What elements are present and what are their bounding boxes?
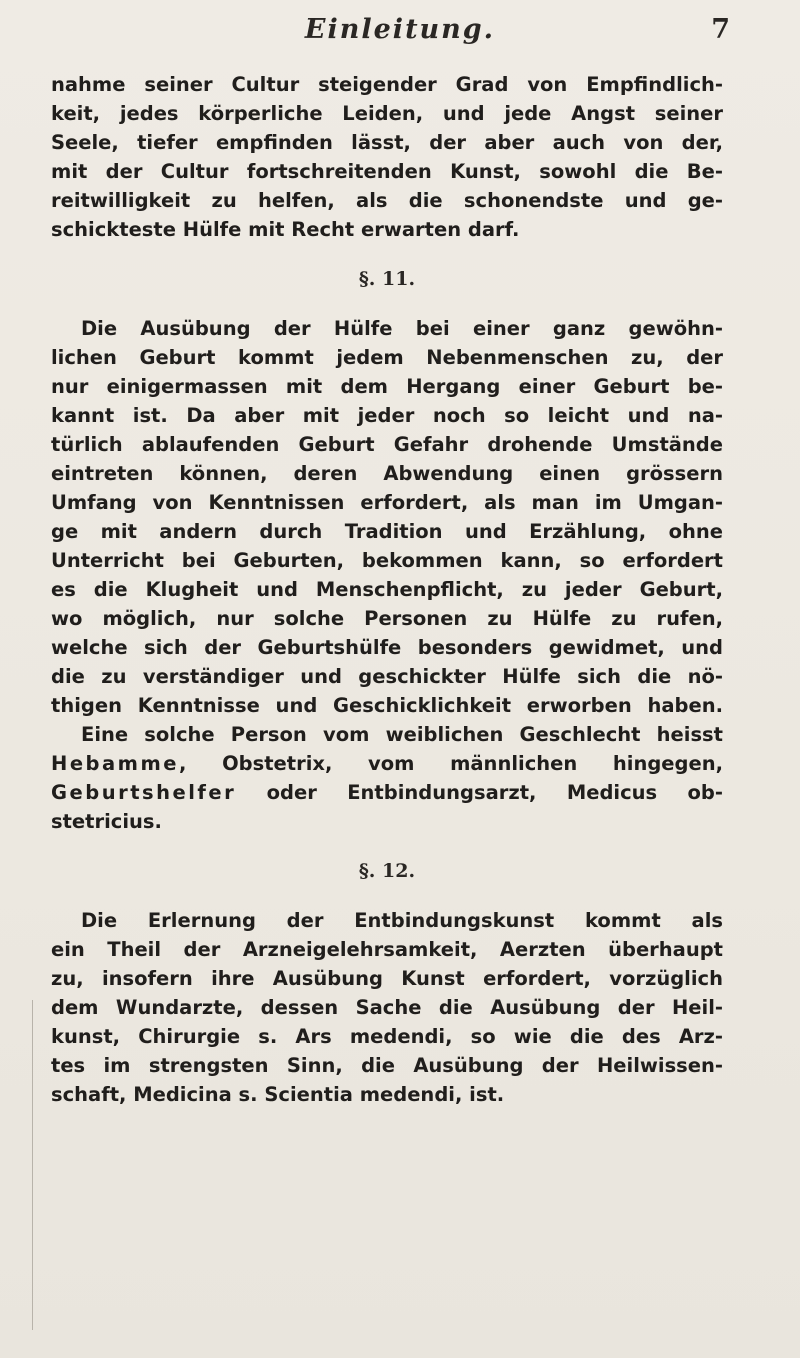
section-11-paragraph	[51, 314, 723, 836]
paragraph-10-end	[51, 70, 723, 244]
text-fragment: , Obstetrix, vom männlichen hingegen,	[179, 752, 723, 775]
text-line	[51, 778, 723, 807]
text-line: Die Erlernung der Entbindungskunst kommt als	[81, 909, 723, 932]
text-line: kannt ist. Da aber mit jeder noch so leicht und na-	[51, 404, 723, 427]
text-line: zu, insofern ihre Ausübung Kunst erfordert, vorzüglich	[51, 967, 723, 990]
text-line: nahme seiner Cultur steigender Grad von Empfindlich-	[51, 73, 723, 96]
text-line: stetricius.	[51, 810, 162, 833]
text-line: Eine solche Person vom weiblichen Geschlecht heisst	[81, 723, 723, 746]
text-line: Umfang von Kenntnissen erfordert, als man im Umgan-	[51, 491, 723, 514]
text-line: nur einigermassen mit dem Hergang einer Geburt be-	[51, 375, 723, 398]
section-mark-11: §. 11.	[358, 268, 416, 290]
term-hebamme: Hebamme	[51, 752, 180, 775]
text-line: schickteste Hülfe mit Recht erwarten darf.	[51, 218, 520, 241]
text-line: dem Wundarzte, dessen Sache die Ausübung der Heil-	[51, 996, 723, 1019]
text-line: thigen Kenntnisse und Geschicklichkeit erworben haben.	[51, 694, 723, 717]
text-line: Die Ausübung der Hülfe bei einer ganz gewöhn-	[81, 317, 723, 340]
text-line: die zu verständiger und geschickter Hülfe sich die nö-	[51, 665, 723, 688]
section-mark-12: §. 12.	[358, 860, 416, 882]
running-title: Einleitung.	[304, 14, 496, 45]
text-line: keit, jedes körperliche Leiden, und jede Angst seiner	[51, 102, 723, 125]
text-line: tes im strengsten Sinn, die Ausübung der Heilwissen-	[51, 1054, 723, 1077]
text-fragment: oder Entbindungsarzt, Medicus ob-	[236, 781, 723, 804]
text-line: türlich ablaufenden Geburt Gefahr drohende Umstände	[51, 433, 723, 456]
text-line: wo möglich, nur solche Personen zu Hülfe zu rufen,	[51, 607, 723, 630]
text-line	[51, 749, 723, 778]
text-line: Seele, tiefer empfinden lässt, der aber auch von der,	[51, 131, 723, 154]
text-line: reitwilligkeit zu helfen, als die schonendste und ge-	[51, 189, 723, 212]
text-line: lichen Geburt kommt jedem Nebenmenschen zu, der	[51, 346, 723, 369]
text-line: mit der Cultur fortschreitenden Kunst, sowohl die Be-	[51, 160, 723, 183]
text-line: ein Theil der Arzneigelehrsamkeit, Aerzten überhaupt	[51, 938, 723, 961]
text-line: eintreten können, deren Abwendung einen grössern	[51, 462, 723, 485]
text-line: schaft, Medicina s. Scientia medendi, ist.	[51, 1083, 505, 1106]
term-geburtshelfer: Geburtshelfer	[51, 781, 237, 804]
text-line: es die Klugheit und Menschenpflicht, zu jeder Geburt,	[51, 578, 723, 601]
page-number: 7	[711, 14, 730, 45]
page-header	[0, 12, 800, 52]
body-text	[51, 70, 723, 1109]
text-line: kunst, Chirurgie s. Ars medendi, so wie die des Arz-	[51, 1025, 723, 1048]
text-line: ge mit andern durch Tradition und Erzählung, ohne	[51, 520, 723, 543]
text-line: Unterricht bei Geburten, bekommen kann, so erfordert	[51, 549, 723, 572]
margin-binding-line	[32, 1000, 33, 1330]
section-12-paragraph	[51, 906, 723, 1109]
text-line: welche sich der Geburtshülfe besonders gewidmet, und	[51, 636, 723, 659]
